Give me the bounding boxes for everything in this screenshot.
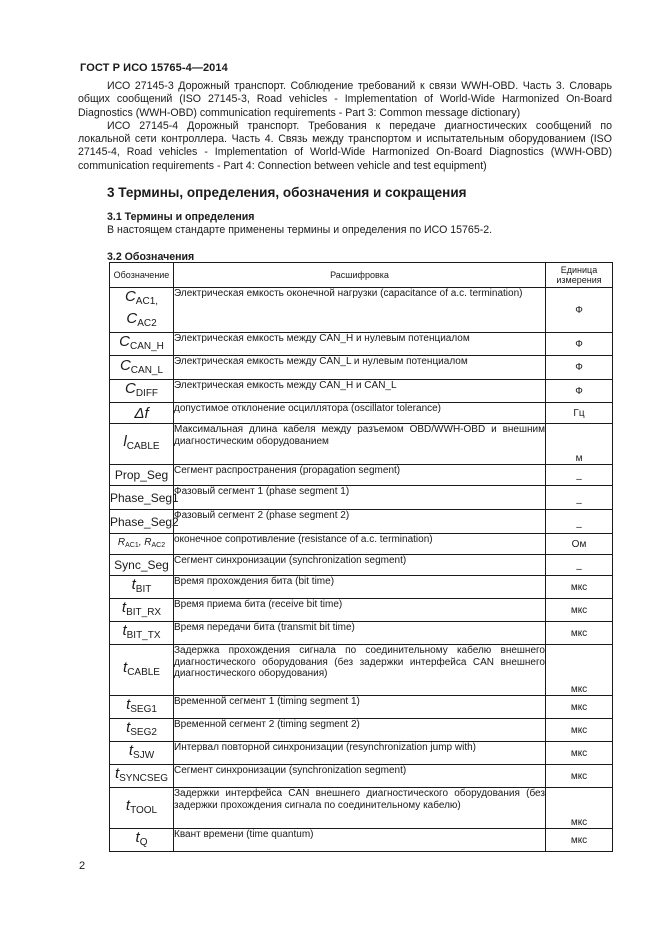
unit-cell: Ом: [546, 534, 613, 555]
symbol-subscript: BIT_TX: [126, 630, 161, 641]
table-header-row: [110, 263, 613, 288]
description-cell: Электрическая емкость оконечной нагрузки (capacitance of a.c. termination): [174, 288, 546, 333]
symbol-base: C: [119, 356, 131, 374]
unit-cell: Ф: [546, 356, 613, 380]
description-cell: Максимальная длина кабеля между разъемом OBD/WWH-OBD и внешним диагностическим оборудованием: [174, 424, 546, 465]
subsection-title: 3.2 Обозначения: [107, 251, 195, 263]
symbol-base: C: [126, 310, 138, 327]
unit-cell: Ф: [546, 288, 613, 333]
table-row: [110, 380, 613, 403]
description-cell: Время прохождения бита (bit time): [174, 576, 546, 599]
table-row: [110, 465, 613, 486]
description-cell: Электрическая емкость между CAN_H и CAN_L: [174, 380, 546, 403]
symbol-subscript: AC1,: [135, 296, 159, 307]
reference-item: ИСО 27145-3 Дорожный транспорт. Соблюдение требований к связи WWH-OBD. Часть 3. Словарь общих сообщений (ISO 27145-3, Road vehicles - Implementation of World-Wide Harmonized On-Board Diagnostics (WWH-OBD) communication requirements - Part 3: Common message dictionary): [78, 80, 612, 119]
table-row: [110, 288, 613, 333]
symbol-cell: [110, 288, 174, 333]
symbol-base: C: [124, 288, 136, 305]
symbol-subscript: BIT: [135, 584, 152, 595]
symbol-subscript: AC1: [125, 542, 139, 549]
description-cell: Сегмент распространения (propagation segment): [174, 465, 546, 486]
unit-cell: Гц: [546, 403, 613, 424]
description-cell: Сегмент синхронизации (synchronization segment): [174, 765, 546, 788]
subsection-text: В настоящем стандарте применены термины и определения по ИСО 15765-2.: [107, 224, 493, 236]
table-row: [110, 510, 613, 534]
symbol-base: t: [135, 829, 140, 846]
description-cell: Временной сегмент 2 (timing segment 2): [174, 719, 546, 742]
symbol-cell: [110, 622, 174, 645]
symbols-table: [109, 262, 613, 852]
symbol-cell: [110, 510, 179, 534]
symbol-subscript: TOOL: [130, 805, 158, 816]
table-row: [110, 486, 613, 510]
symbol-cell: [110, 576, 174, 599]
symbol-cell: [110, 486, 179, 510]
unit-cell: мкс: [546, 742, 613, 765]
symbol-base: R: [117, 537, 126, 548]
table-row: [110, 555, 613, 576]
description-cell: Временной сегмент 1 (timing segment 1): [174, 696, 546, 719]
description-cell: Сегмент синхронизации (synchronization segment): [174, 555, 546, 576]
unit-cell: Ф: [546, 380, 613, 403]
symbol-cell: [110, 356, 174, 380]
unit-cell: мкс: [546, 576, 613, 599]
symbol-subscript: CAN_L: [130, 364, 164, 376]
symbol-subscript: AC2: [137, 318, 157, 329]
table-row: [110, 765, 613, 788]
table-row: [110, 333, 613, 356]
table-row: [110, 696, 613, 719]
column-header-unit: Единица измерения: [546, 263, 613, 288]
unit-cell: мкс: [546, 645, 613, 696]
symbol-base: Prop_Seg: [114, 468, 169, 482]
symbol-cell: [110, 765, 174, 788]
table-row: [110, 829, 613, 852]
table-body: [110, 288, 613, 852]
symbol-cell: [110, 424, 174, 465]
symbol-base: t: [131, 576, 136, 593]
symbol-subscript: DIFF: [135, 388, 159, 399]
unit-cell: –: [546, 465, 613, 486]
table-row: [110, 403, 613, 424]
unit-cell: –: [546, 555, 613, 576]
symbol-cell: [110, 788, 174, 829]
symbol-base: C: [124, 380, 136, 397]
symbol-base: t: [126, 696, 131, 713]
symbol-cell: [110, 555, 174, 576]
symbol-subscript: CABLE: [127, 667, 160, 678]
description-cell: Интервал повторной синхронизации (resynchronization jump with): [174, 742, 546, 765]
reference-item: ИСО 27145-4 Дорожный транспорт. Требования к передаче диагностических сообщений по локальной сети контроллера. Часть 4. Связь между транспортом и испытательным оборудованием (ISO 27145-4, Road vehicles - Implementation of World-Wide Harmonized On-Board Diagnostics (WWH-OBD) communication requirements - Part 4: Connection between vehicle and test equipment): [78, 119, 612, 172]
symbol-base: C: [119, 333, 130, 350]
description-cell: Фазовый сегмент 1 (phase segment 1): [174, 486, 546, 510]
unit-cell: мкс: [546, 829, 613, 852]
symbol-base: t: [126, 719, 131, 736]
table-row: [110, 645, 613, 696]
table-row: [110, 788, 613, 829]
symbol-base: l: [123, 433, 127, 450]
symbol-subscript: SYNCSEG: [119, 773, 169, 784]
symbol-cell: $R_{AC1}$, $R_{AC2}$: [110, 534, 174, 555]
description-cell: Время передачи бита (transmit bit time): [174, 622, 546, 645]
description-cell: оконечное сопротивление (resistance of a.c. termination): [174, 534, 546, 555]
unit-cell: –: [546, 510, 613, 534]
symbol-cell: [110, 696, 174, 719]
symbol-cell: [110, 403, 174, 424]
column-header-symbol: Обозначение: [110, 263, 174, 288]
table-row: [110, 576, 613, 599]
description-cell: Фазовый сегмент 2 (phase segment 2): [174, 510, 546, 534]
table-row: [110, 599, 613, 622]
symbol-cell: [110, 645, 174, 696]
symbol-cell: [110, 829, 174, 852]
table-row: [110, 622, 613, 645]
symbol-base: t: [123, 659, 128, 676]
symbol-cell: [110, 599, 174, 622]
symbol-cell: [110, 380, 174, 403]
column-header-description: Расшифровка: [174, 263, 546, 288]
description-cell: Электрическая емкость между CAN_L и нулевым потенциалом: [174, 356, 546, 380]
symbol-cell: [110, 719, 174, 742]
symbol-base: Sync_Seg: [114, 558, 169, 572]
symbol-subscript: SEG2: [130, 727, 157, 738]
table-row: [110, 534, 613, 555]
page-number: 2: [79, 860, 86, 872]
unit-cell: мкс: [546, 622, 613, 645]
symbol-cell: [110, 333, 174, 356]
symbol-subscript: AC2: [151, 542, 166, 549]
table-row: [110, 719, 613, 742]
unit-cell: м: [546, 424, 613, 465]
description-cell: Задержка прохождения сигнала по соединительному кабелю внешнего диагностического оборудования (без задержки интерфейса CAN внешнего диагностического оборудования): [174, 645, 546, 696]
symbol-base: Phase_Seg2: [110, 514, 179, 529]
subsection-title: 3.1 Термины и определения: [107, 211, 255, 223]
document-header: ГОСТ Р ИСО 15765-4—2014: [80, 62, 228, 74]
table-row: [110, 356, 613, 380]
unit-cell: Ф: [546, 333, 613, 356]
description-cell: Электрическая емкость между CAN_H и нулевым потенциалом: [174, 333, 546, 356]
unit-cell: мкс: [546, 788, 613, 829]
unit-cell: мкс: [546, 719, 613, 742]
section-title: 3 Термины, определения, обозначения и сокращения: [107, 185, 467, 200]
table-row: [110, 424, 613, 465]
unit-cell: мкс: [546, 599, 613, 622]
symbol-base: t: [114, 765, 120, 782]
symbol-subscript: CABLE: [126, 441, 160, 452]
description-cell: Время приема бита (receive bit time): [174, 599, 546, 622]
symbol-subscript: SEG1: [130, 704, 157, 715]
table-row: [110, 742, 613, 765]
symbol-base: t: [125, 797, 131, 814]
symbol-subscript: SJW: [133, 750, 155, 761]
symbol-base: t: [128, 742, 134, 759]
symbol-base: t: [121, 599, 127, 616]
description-cell: Квант времени (time quantum): [174, 829, 546, 852]
symbol-subscript: CAN_H: [129, 341, 164, 352]
symbol-base: Δf: [134, 404, 149, 422]
description-cell: Задержки интерфейса CAN внешнего диагностического оборудования (без задержки прохождения сигнала по соединительному кабелю): [174, 788, 546, 829]
symbol-cell: [110, 465, 174, 486]
unit-cell: мкс: [546, 765, 613, 788]
unit-cell: мкс: [546, 696, 613, 719]
symbol-subscript: BIT_RX: [126, 607, 162, 618]
symbol-base: t: [122, 622, 127, 639]
symbol-cell: [110, 742, 174, 765]
unit-cell: –: [546, 486, 613, 510]
description-cell: допустимое отклонение осциллятора (oscillator tolerance): [174, 403, 546, 424]
symbol-base: Phase_Seg1: [110, 490, 179, 505]
symbol-base: R: [144, 537, 152, 548]
normative-references: [78, 80, 612, 173]
symbol-subscript: Q: [139, 837, 148, 848]
